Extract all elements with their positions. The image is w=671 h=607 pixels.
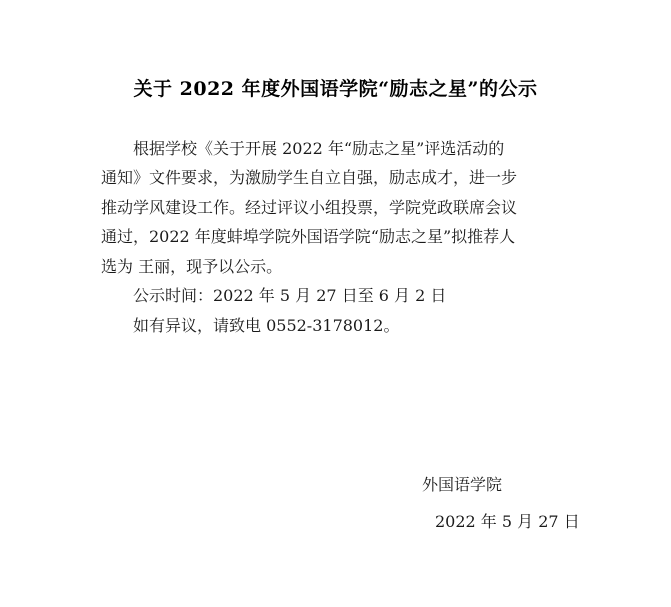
notice-period: 公示时间：2022 年 5 月 27 日至 6 月 2 日 [133,286,447,305]
paragraph-line-2: 通知》文件要求，为激励学生自立自强，励志成才，进一步 [101,168,518,187]
signature-organization: 外国语学院 [422,475,503,494]
contact-line: 如有异议，请致电 0552-3178012。 [133,316,400,335]
document-title: 关于 2022 年度外国语学院“励志之星”的公示 [133,78,538,100]
paragraph-line-5: 选为 王丽，现予以公示。 [101,257,283,276]
paragraph-line-3: 推动学风建设工作。经过评议小组投票，学院党政联席会议 [101,198,518,217]
paragraph-line-1: 根据学校《关于开展 2022 年“励志之星”评选活动的 [133,139,505,158]
paragraph-line-4: 通过，2022 年度蚌埠学院外国语学院“励志之星”拟推荐人 [101,227,516,246]
signature-date: 2022 年 5 月 27 日 [435,512,580,531]
